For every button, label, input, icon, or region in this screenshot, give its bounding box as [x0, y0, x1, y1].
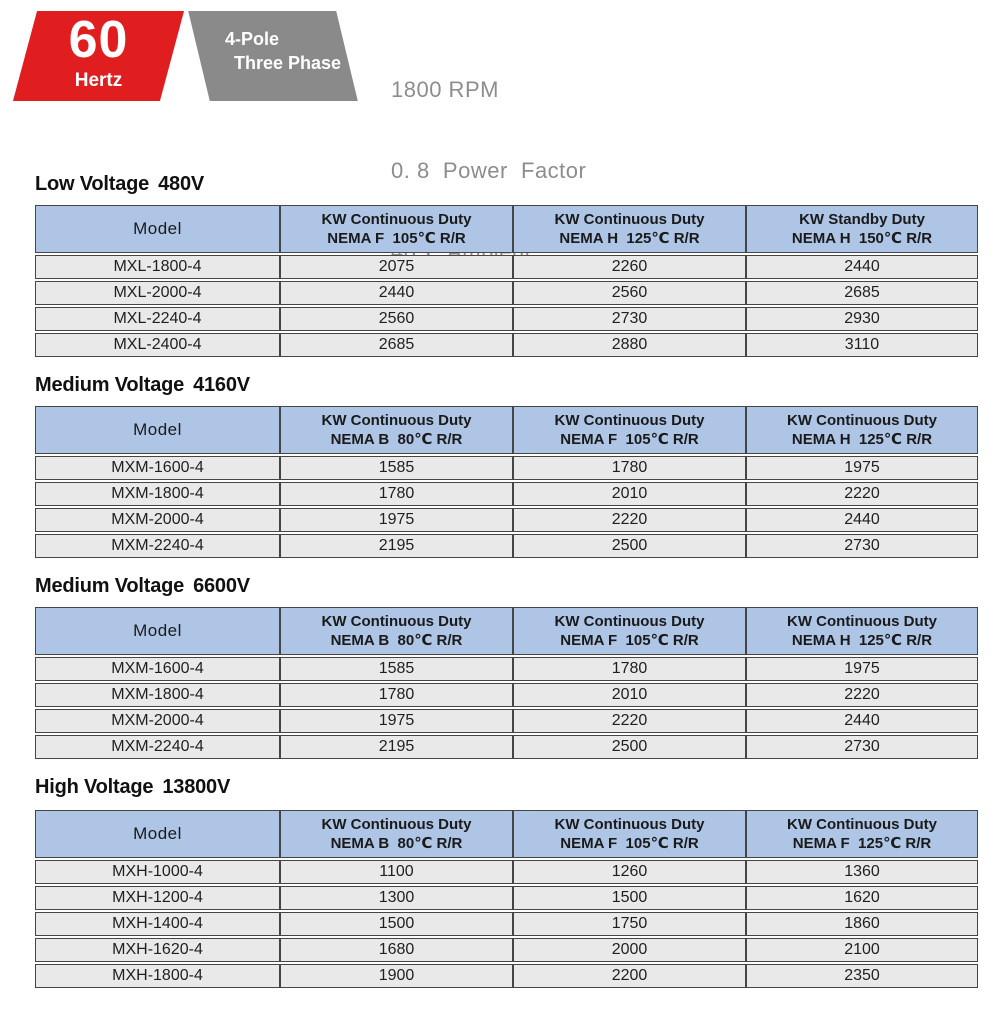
kw-value-cell: 1975	[746, 456, 978, 480]
model-cell: MXM-1600-4	[35, 456, 280, 480]
column-header: KW Continuous Duty NEMA F 105℃ R/R	[513, 607, 746, 655]
table-row	[35, 456, 978, 480]
kw-value-cell: 2220	[513, 709, 746, 733]
table-row	[35, 333, 978, 357]
pole-label: 4-Pole	[225, 29, 280, 49]
model-column-header: Model	[35, 607, 280, 655]
kw-value-cell: 1585	[280, 456, 513, 480]
kw-value-cell: 2560	[513, 281, 746, 305]
model-column-header: Model	[35, 810, 280, 858]
frequency-value: 60	[68, 11, 129, 69]
frequency-badge-content	[25, 11, 172, 101]
header-row	[35, 607, 978, 655]
title-name: High Voltage	[35, 776, 154, 798]
column-header: KW Continuous Duty NEMA F 105℃ R/R	[513, 406, 746, 454]
column-header: KW Continuous Duty NEMA B 80℃ R/R	[280, 607, 513, 655]
title-voltage: 480V	[158, 173, 205, 195]
table-row	[35, 482, 978, 506]
kw-value-cell: 2350	[746, 964, 978, 988]
frequency-unit: Hertz	[74, 70, 123, 91]
kw-value-cell: 1780	[280, 482, 513, 506]
kw-value-cell: 1780	[513, 657, 746, 681]
section-title-high-voltage	[35, 776, 230, 799]
header-row	[35, 406, 978, 454]
kw-value-cell: 2220	[513, 508, 746, 532]
model-cell: MXL-2240-4	[35, 307, 280, 331]
table-row	[35, 886, 978, 910]
kw-value-cell: 1975	[746, 657, 978, 681]
kw-value-cell: 3110	[746, 333, 978, 357]
kw-value-cell: 2010	[513, 683, 746, 707]
low-voltage-480v-table	[35, 203, 978, 359]
column-header: KW Standby Duty NEMA H 150℃ R/R	[746, 205, 978, 253]
title-voltage: 13800V	[162, 776, 231, 798]
model-cell: MXL-2000-4	[35, 281, 280, 305]
header-row	[35, 810, 978, 858]
title-name: Low Voltage	[35, 173, 150, 195]
model-cell: MXL-1800-4	[35, 255, 280, 279]
column-header: KW Continuous Duty NEMA H 125℃ R/R	[746, 406, 978, 454]
medium-voltage-4160v-table	[35, 404, 978, 560]
kw-value-cell: 1360	[746, 860, 978, 884]
kw-value-cell: 2880	[513, 333, 746, 357]
kw-value-cell: 1260	[513, 860, 746, 884]
column-header: KW Continuous Duty NEMA F 125℃ R/R	[746, 810, 978, 858]
model-cell: MXM-1800-4	[35, 482, 280, 506]
kw-value-cell: 2100	[746, 938, 978, 962]
model-cell: MXM-2240-4	[35, 534, 280, 558]
table-row	[35, 938, 978, 962]
section-title-medium-voltage-6600	[35, 575, 250, 598]
kw-value-cell: 2220	[746, 482, 978, 506]
rpm-line: 1800 RPM	[391, 77, 499, 102]
kw-value-cell: 2220	[746, 683, 978, 707]
table-row	[35, 534, 978, 558]
model-cell: MXH-1620-4	[35, 938, 280, 962]
kw-value-cell: 1975	[280, 709, 513, 733]
model-column-header: Model	[35, 406, 280, 454]
table-row	[35, 657, 978, 681]
model-cell: MXM-2000-4	[35, 508, 280, 532]
kw-value-cell: 2500	[513, 735, 746, 759]
model-cell: MXH-1800-4	[35, 964, 280, 988]
model-cell: MXL-2400-4	[35, 333, 280, 357]
kw-value-cell: 1860	[746, 912, 978, 936]
model-cell: MXM-2000-4	[35, 709, 280, 733]
column-header: KW Continuous Duty NEMA F 105℃ R/R	[513, 810, 746, 858]
kw-value-cell: 2195	[280, 534, 513, 558]
table-row	[35, 683, 978, 707]
kw-value-cell: 2930	[746, 307, 978, 331]
kw-value-cell: 2730	[746, 735, 978, 759]
title-voltage: 6600V	[193, 575, 250, 597]
title-name: Medium Voltage	[35, 575, 185, 597]
kw-value-cell: 1100	[280, 860, 513, 884]
kw-value-cell: 1500	[280, 912, 513, 936]
kw-value-cell: 1300	[280, 886, 513, 910]
kw-value-cell: 2200	[513, 964, 746, 988]
table-row	[35, 735, 978, 759]
column-header: KW Continuous Duty NEMA H 125℃ R/R	[513, 205, 746, 253]
title-voltage: 4160V	[193, 374, 250, 396]
table-row	[35, 709, 978, 733]
high-voltage-13800v-table	[35, 808, 978, 990]
title-name: Medium Voltage	[35, 374, 185, 396]
pole-phase-content	[199, 11, 347, 101]
column-header: KW Continuous Duty NEMA H 125℃ R/R	[746, 607, 978, 655]
kw-value-cell: 1900	[280, 964, 513, 988]
kw-value-cell: 1780	[513, 456, 746, 480]
header-row	[35, 205, 978, 253]
kw-value-cell: 1680	[280, 938, 513, 962]
kw-value-cell: 1620	[746, 886, 978, 910]
section-title-medium-voltage-4160	[35, 374, 250, 397]
kw-value-cell: 2560	[280, 307, 513, 331]
kw-value-cell: 2440	[280, 281, 513, 305]
table-row	[35, 964, 978, 988]
frequency-badge	[13, 11, 184, 101]
table-row	[35, 255, 978, 279]
phase-label: Three Phase	[234, 53, 342, 73]
kw-value-cell: 1750	[513, 912, 746, 936]
kw-value-cell: 2440	[746, 709, 978, 733]
kw-value-cell: 2730	[746, 534, 978, 558]
kw-value-cell: 2500	[513, 534, 746, 558]
model-cell: MXM-2240-4	[35, 735, 280, 759]
kw-value-cell: 1585	[280, 657, 513, 681]
table-row	[35, 307, 978, 331]
pole-phase-badge	[188, 11, 358, 101]
kw-value-cell: 2000	[513, 938, 746, 962]
kw-value-cell: 1975	[280, 508, 513, 532]
medium-voltage-6600v-table	[35, 605, 978, 761]
column-header: KW Continuous Duty NEMA B 80℃ R/R	[280, 406, 513, 454]
model-cell: MXH-1000-4	[35, 860, 280, 884]
table-row	[35, 912, 978, 936]
model-cell: MXH-1400-4	[35, 912, 280, 936]
table-row	[35, 860, 978, 884]
model-column-header: Model	[35, 205, 280, 253]
column-header: KW Continuous Duty NEMA F 105℃ R/R	[280, 205, 513, 253]
table-row	[35, 508, 978, 532]
model-cell: MXM-1800-4	[35, 683, 280, 707]
table-row	[35, 281, 978, 305]
kw-value-cell: 1500	[513, 886, 746, 910]
kw-value-cell: 2195	[280, 735, 513, 759]
kw-value-cell: 2010	[513, 482, 746, 506]
power-factor-line: 0. 8 Power Factor	[391, 158, 587, 183]
section-title-low-voltage	[35, 173, 204, 196]
kw-value-cell: 2730	[513, 307, 746, 331]
kw-value-cell: 2440	[746, 255, 978, 279]
model-cell: MXH-1200-4	[35, 886, 280, 910]
column-header: KW Continuous Duty NEMA B 80℃ R/R	[280, 810, 513, 858]
kw-value-cell: 2685	[746, 281, 978, 305]
kw-value-cell: 2075	[280, 255, 513, 279]
kw-value-cell: 2440	[746, 508, 978, 532]
model-cell: MXM-1600-4	[35, 657, 280, 681]
kw-value-cell: 1780	[280, 683, 513, 707]
kw-value-cell: 2685	[280, 333, 513, 357]
kw-value-cell: 2260	[513, 255, 746, 279]
